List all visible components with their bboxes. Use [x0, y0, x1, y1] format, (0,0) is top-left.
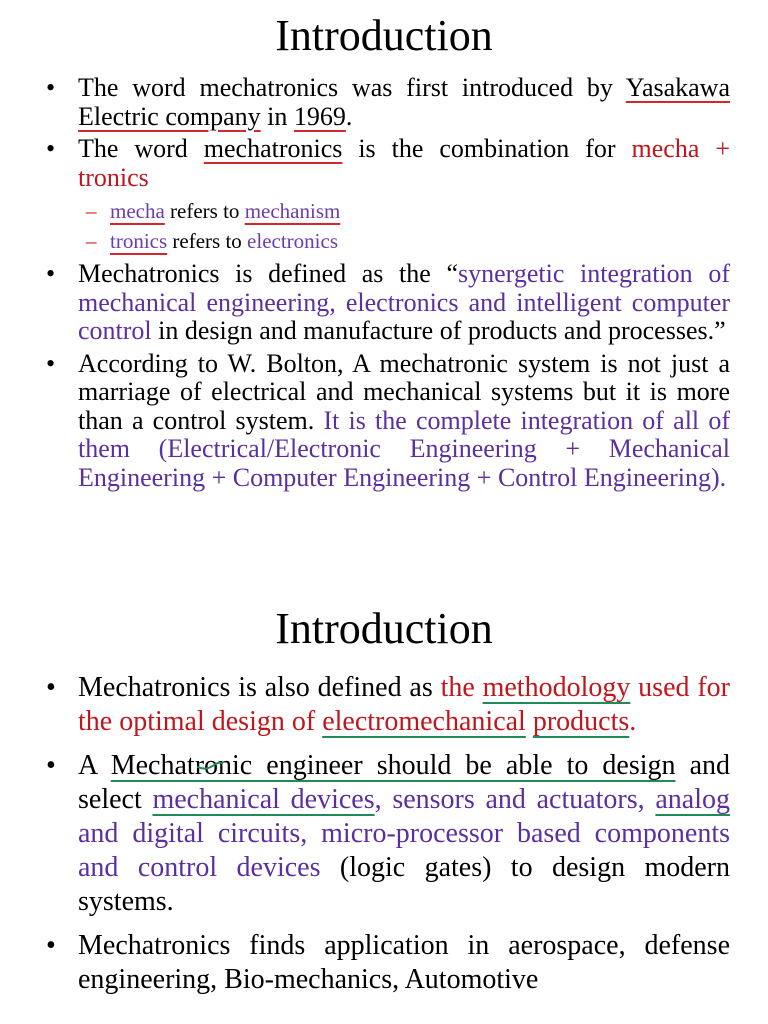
- bullet-marker: •: [46, 750, 56, 781]
- text-run: Mechatronics finds application in aerospace, defense engineering, Bio-mechanics, Automotive: [78, 930, 730, 995]
- term-electronics: electronics: [247, 229, 338, 253]
- bullet-item-combination: [0, 135, 768, 256]
- text-run: in: [260, 101, 294, 131]
- text-run: The word mechatronics was first introduced by: [78, 73, 626, 102]
- bullet-item-methodology: [0, 671, 768, 739]
- sub-list: [78, 196, 730, 256]
- text-run: (logic gates) to design modern systems.: [78, 852, 730, 917]
- highlight-components-2: and digital circuits, micro-processor based components and control devices: [78, 818, 730, 883]
- text-run: refers to: [164, 199, 245, 223]
- text-run: .: [345, 101, 353, 131]
- text-run: in design and manufacture of products and processes.”: [151, 316, 726, 345]
- text-run: is the combination for: [342, 134, 632, 163]
- term-mechanical-devices: mechanical devices: [152, 784, 375, 815]
- term-products: products: [532, 706, 630, 737]
- bullet-list: [0, 671, 768, 997]
- slide-2: [0, 595, 768, 1007]
- term-tronics: tronics: [110, 229, 168, 253]
- bullet-item-origin: [0, 74, 768, 131]
- text-run: [526, 706, 533, 737]
- underlined-year: 1969: [293, 101, 346, 131]
- bullet-item-bolton: [0, 350, 768, 493]
- text-run: and select: [78, 750, 730, 815]
- bullet-marker: •: [46, 259, 56, 288]
- highlight-integration: It is the complete integration of all of them (Electrical/Electronic Engineering + Mechanical Engineering + Computer Engineering + Control Engineering).: [78, 405, 730, 492]
- term-methodology: methodology: [482, 672, 631, 703]
- underlined-mechatronics: mechatronics: [203, 134, 343, 163]
- text-run: .: [629, 706, 637, 737]
- bullet-item-definition: [0, 260, 768, 346]
- text-run: The word: [78, 134, 204, 163]
- text-run: refers to: [167, 229, 248, 253]
- bullet-marker: •: [46, 73, 56, 102]
- bullet-marker: •: [46, 348, 56, 378]
- term-analog: analog: [655, 784, 731, 815]
- slide-1: [0, 0, 768, 496]
- highlight-definition: synergetic integration of mechanical engineering, electronics and intelligent computer control: [78, 259, 730, 345]
- sub-marker: –: [86, 199, 97, 223]
- sub-item-tronics: [0, 226, 730, 256]
- bullet-marker: •: [46, 134, 56, 163]
- highlight-the: the: [440, 672, 483, 703]
- bullet-marker: •: [46, 930, 56, 961]
- term-mecha: mecha: [110, 199, 165, 223]
- highlight-mecha-tronics: mecha + tronics: [78, 134, 730, 192]
- bullet-item-applications: [0, 929, 768, 997]
- sub-marker: –: [86, 229, 97, 253]
- bullet-item-engineer: [0, 749, 768, 919]
- underlined-company: Yasakawa Electric company: [78, 73, 730, 131]
- text-run: According to W. Bolton, A mechatronic system is not just a marriage of electrical and mechanical systems but it is more than a control system.: [78, 348, 730, 435]
- highlight-definition-2: used for the optimal design of: [78, 672, 730, 737]
- term-mechanism: mechanism: [244, 199, 341, 223]
- text-run: Mechatronics is also defined as: [78, 672, 441, 703]
- text-run: A: [78, 750, 111, 781]
- bullet-marker: •: [46, 672, 56, 703]
- slide-title: Introduction: [275, 11, 493, 60]
- highlight-components-1: , sensors and actuators,: [374, 784, 656, 815]
- underlined-engineer-phrase: Mechatronic engineer should be able to design: [110, 750, 676, 781]
- slide-title: Introduction: [275, 604, 493, 653]
- bullet-list: [0, 74, 768, 492]
- text-run: Mechatronics is defined as the “: [78, 259, 459, 288]
- term-electromechanical: electromechanical: [322, 706, 526, 737]
- sub-item-mecha: [0, 196, 730, 226]
